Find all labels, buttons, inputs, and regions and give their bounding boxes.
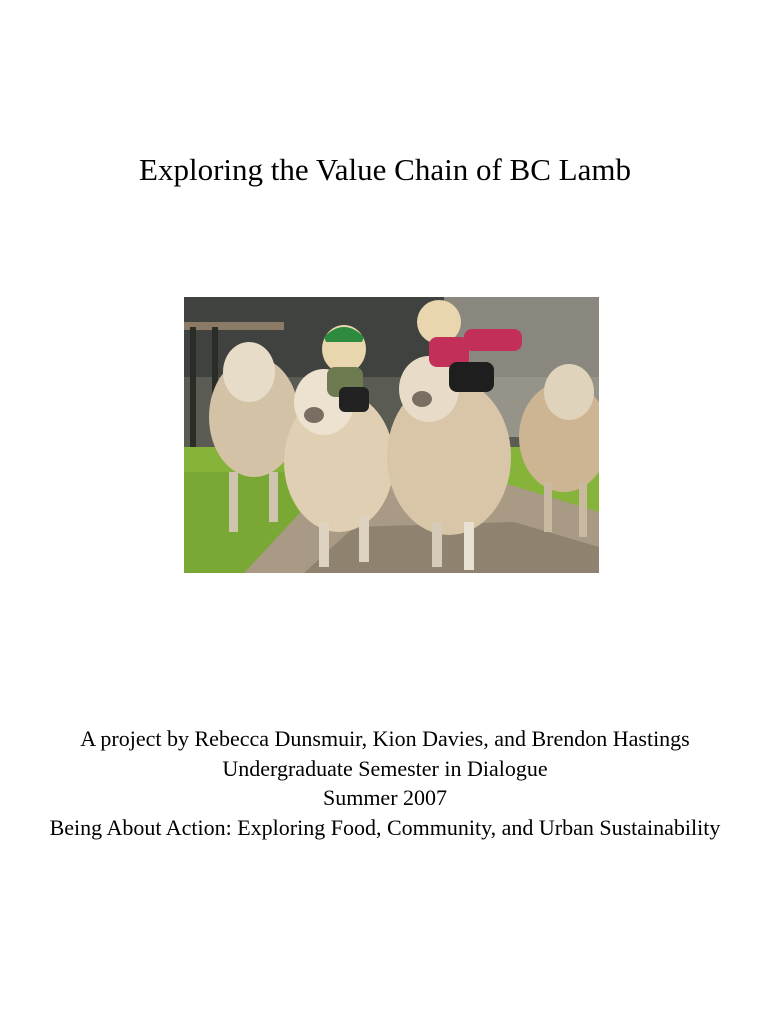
document-title: Exploring the Value Chain of BC Lamb [139, 152, 631, 187]
program-line: Undergraduate Semester in Dialogue [222, 755, 548, 781]
sheep-race-illustration [184, 297, 599, 573]
credits-block [40, 724, 730, 842]
authors-line: A project by Rebecca Dunsmuir, Kion Davies, and Brendon Hastings [80, 726, 690, 751]
term-line: Summer 2007 [322, 785, 448, 810]
course-line: Being About Action: Exploring Food, Community, and Urban Sustainability [49, 814, 721, 840]
cover-photo [184, 297, 599, 573]
